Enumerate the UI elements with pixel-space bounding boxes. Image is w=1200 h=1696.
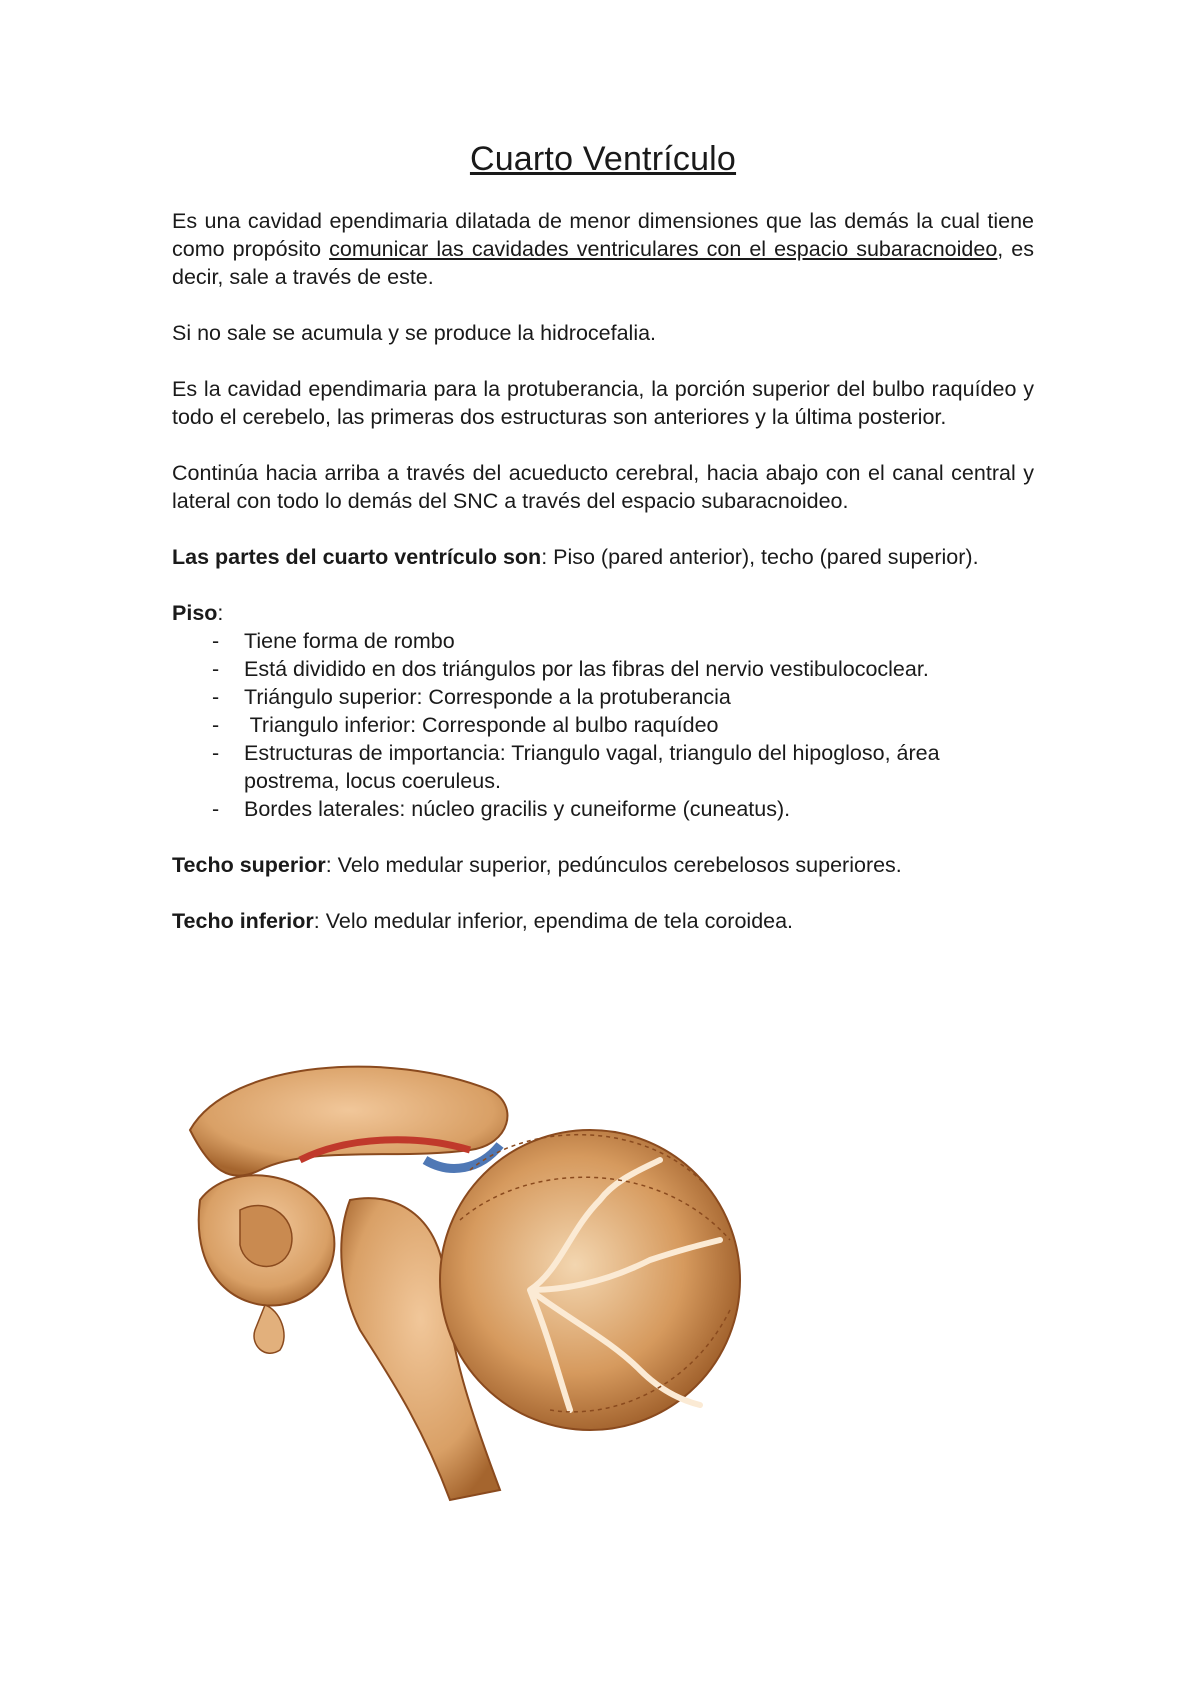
list-dash: - [212,657,220,681]
piso-heading [172,599,1034,627]
techo-inferior-text: : Velo medular inferior, ependima de tela coroidea. [313,909,794,933]
list-item-text: Estructuras de importancia: Triangulo vagal, triangulo del hipogloso, área postrema, locus coeruleus. [244,741,940,793]
paragraph-cavidad: Es la cavidad ependimaria para la protuberancia, la porción superior del bulbo raquídeo y todo el cerebelo, las primeras dos estructuras son anteriores y la última posterior. [172,377,1034,429]
piso-label: Piso [172,601,218,625]
techo-superior-text: : Velo medular superior, pedúnculos cerebelosos superiores. [325,853,902,877]
list-dash: - [212,629,220,653]
list-dash: - [212,797,220,821]
list-dash: - [212,741,220,765]
techo-superior-label: Techo superior [172,853,326,877]
partes-text: : Piso (pared anterior), techo (pared superior). [541,545,979,569]
cortex-upper [190,1067,507,1176]
page-title: Cuarto Ventrículo [469,140,737,178]
list-dash: - [212,713,220,737]
list-item [172,739,1034,795]
intro-text: Es una cavidad ependimaria dilatada de menor dimensiones que las demás la cual tiene como propósito [172,209,1034,261]
techo-inferior-label: Techo inferior [172,909,314,933]
list-dash: - [212,685,220,709]
list-item-text: Bordes laterales: núcleo gracilis y cuneiforme (cuneatus). [244,797,791,821]
list-item-text: Triángulo superior: Corresponde a la protuberancia [244,685,731,709]
list-item-text: Está dividido en dos triángulos por las fibras del nervio vestibulococlear. [244,657,929,681]
paragraph-partes [172,543,1034,571]
partes-label: Las partes del cuarto ventrículo son [172,545,542,569]
intro-text-end: , es decir, sale a través de este. [172,237,1035,289]
paragraph-techo-inferior [172,907,1034,935]
intro-underlined-text: comunicar las cavidades ventriculares con el espacio subaracnoideo [329,237,998,261]
paragraph-intro [172,207,1034,291]
list-item-text: Tiene forma de rombo [244,629,455,653]
list-item [172,711,1034,739]
piso-list [172,627,1034,823]
list-item-text: Triangulo inferior: Corresponde al bulbo raquídeo [244,713,719,737]
list-item [172,795,1034,823]
document-page [172,140,1034,963]
paragraph-techo-superior [172,851,1034,879]
piso-suffix: : [217,601,224,625]
list-item [172,627,1034,655]
paragraph-continua: Continúa hacia arriba a través del acueducto cerebral, hacia abajo con el canal central y lateral con todo lo demás del SNC a través del espacio subaracnoideo. [172,461,1034,513]
list-item [172,655,1034,683]
pituitary [254,1305,284,1353]
paragraph-hidrocefalia: Si no sale se acumula y se produce la hidrocefalia. [172,321,657,345]
brainstem-cerebellum-illustration [170,1050,790,1520]
list-item [172,683,1034,711]
